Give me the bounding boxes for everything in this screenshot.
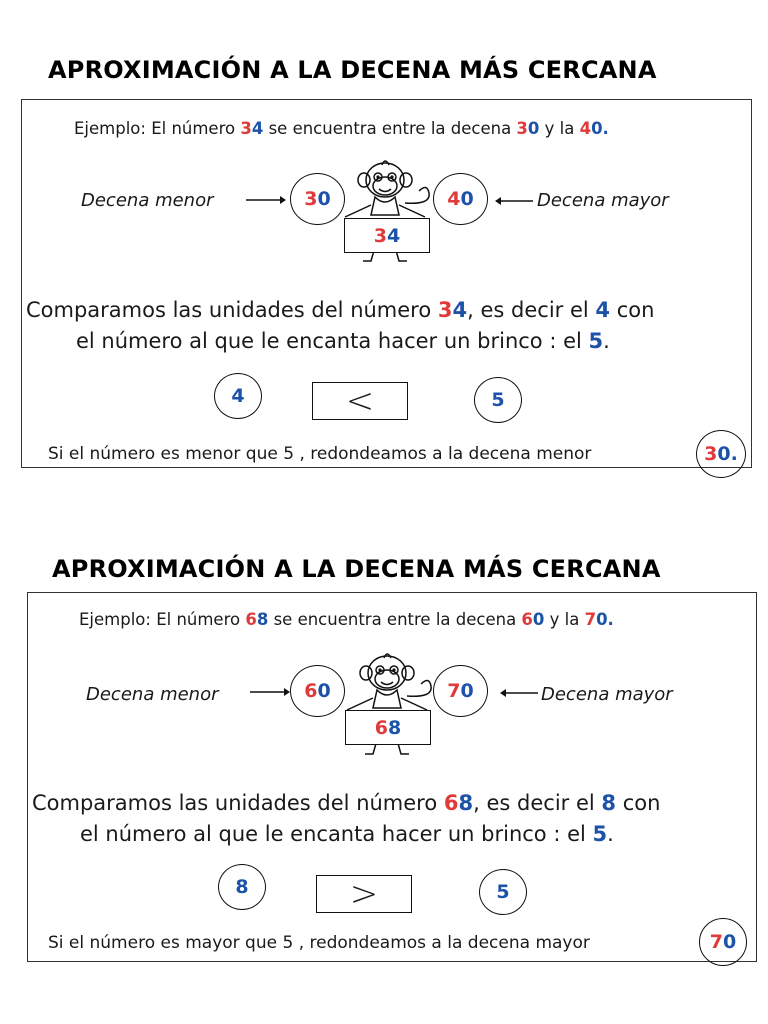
- sign-units: 8: [388, 716, 402, 739]
- circle-low-tens: 3: [304, 188, 318, 210]
- example-middle: se encuentra entre la decena: [263, 119, 517, 138]
- section-1-compare-line-1: [26, 298, 654, 322]
- result-units: 0: [717, 443, 731, 465]
- example-number-tens: 6: [245, 610, 257, 629]
- section-2-label-higher-ten: Decena mayor: [541, 684, 673, 705]
- example-number-units: 4: [251, 119, 264, 138]
- section-1-left-digit-circle: [214, 373, 262, 419]
- compare-five: 5: [588, 329, 604, 353]
- left-digit: 4: [231, 385, 245, 407]
- circle-high-units: 0: [460, 680, 474, 702]
- compare-line2-text: el número al que le encanta hacer un brinco : el: [76, 329, 589, 353]
- compare-number-tens: 3: [437, 298, 453, 322]
- example-low-tens: 6: [521, 610, 533, 629]
- right-digit: 5: [491, 389, 505, 411]
- compare-text-a: Comparamos las unidades del número: [26, 298, 438, 322]
- section-1-circle-higher-ten: [433, 173, 488, 225]
- section-2-result-circle: [699, 918, 747, 966]
- sign-units: 4: [387, 224, 401, 247]
- section-2-title: APROXIMACIÓN A LA DECENA MÁS CERCANA: [52, 555, 661, 583]
- example-low-units: 0: [532, 610, 545, 629]
- section-2-circle-higher-ten: [433, 665, 488, 717]
- section-1-example-sentence: [74, 119, 609, 138]
- example-and: y la: [544, 610, 585, 629]
- left-digit: 8: [235, 876, 249, 898]
- example-high-tens: 7: [584, 610, 597, 629]
- section-2-result-sentence: Si el número es mayor que 5 , redondeamos a la decena mayor: [48, 933, 590, 953]
- section-2-left-digit-circle: [218, 864, 266, 910]
- compare-text-c: con: [610, 298, 655, 322]
- example-high-units: 0.: [596, 610, 614, 629]
- circle-low-units: 0: [317, 188, 331, 210]
- compare-line2-text: el número al que le encanta hacer un brinco : el: [80, 822, 593, 846]
- section-2-comparison-box: [316, 875, 412, 913]
- result-tens: 3: [704, 443, 718, 465]
- section-1-compare-line-2: [76, 329, 610, 353]
- example-high-tens: 4: [579, 119, 592, 138]
- right-digit: 5: [496, 881, 510, 903]
- example-high-units: 0.: [591, 119, 609, 138]
- comparison-symbol: <: [345, 381, 375, 421]
- section-1-arrow-right-icon: [246, 194, 286, 206]
- example-low-units: 0: [527, 119, 540, 138]
- result-tens: 7: [709, 931, 723, 953]
- circle-high-tens: 7: [447, 680, 461, 702]
- compare-line2-end: .: [603, 329, 610, 353]
- section-1-label-higher-ten: Decena mayor: [537, 190, 669, 211]
- section-2-right-digit-circle: [479, 869, 527, 915]
- circle-low-tens: 6: [304, 680, 318, 702]
- section-2-arrow-left-icon: [500, 687, 538, 699]
- section-2-compare-line-2: [80, 822, 614, 846]
- example-middle: se encuentra entre la decena: [268, 610, 522, 629]
- section-2-compare-line-1: [32, 791, 660, 815]
- compare-number-tens: 6: [443, 791, 459, 815]
- circle-high-tens: 4: [447, 188, 461, 210]
- example-number-tens: 3: [240, 119, 252, 138]
- compare-text-a: Comparamos las unidades del número: [32, 791, 444, 815]
- compare-text-c: con: [616, 791, 661, 815]
- circle-low-units: 0: [317, 680, 331, 702]
- example-number-units: 8: [256, 610, 269, 629]
- compare-number-units: 8: [458, 791, 474, 815]
- circle-high-units: 0: [460, 188, 474, 210]
- compare-text-b: , es decir el: [473, 791, 602, 815]
- section-2-label-lower-ten: Decena menor: [86, 684, 219, 705]
- section-1-label-lower-ten: Decena menor: [81, 190, 214, 211]
- result-units: 0: [723, 931, 737, 953]
- section-1-number-sign: [344, 218, 430, 253]
- section-1-result-circle: [696, 430, 746, 478]
- section-2-number-sign: [345, 710, 431, 745]
- compare-line2-end: .: [607, 822, 614, 846]
- example-prefix: Ejemplo: El número: [79, 610, 246, 629]
- section-1-title: APROXIMACIÓN A LA DECENA MÁS CERCANA: [48, 56, 657, 84]
- compare-unit: 4: [595, 298, 611, 322]
- example-prefix: Ejemplo: El número: [74, 119, 241, 138]
- section-2-arrow-right-icon: [250, 686, 290, 698]
- example-low-tens: 3: [516, 119, 528, 138]
- compare-unit: 8: [601, 791, 617, 815]
- section-2-example-sentence: [79, 610, 614, 629]
- compare-five: 5: [592, 822, 608, 846]
- section-1-arrow-left-icon: [495, 195, 533, 207]
- sign-tens: 6: [374, 716, 388, 739]
- comparison-symbol: >: [349, 874, 379, 914]
- example-and: y la: [539, 119, 580, 138]
- compare-text-b: , es decir el: [467, 298, 596, 322]
- compare-number-units: 4: [452, 298, 468, 322]
- section-1-result-sentence: Si el número es menor que 5 , redondeamos a la decena menor: [48, 444, 592, 464]
- section-1-comparison-box: [312, 382, 408, 420]
- result-end: .: [730, 443, 738, 465]
- sign-tens: 3: [373, 224, 387, 247]
- section-1-right-digit-circle: [474, 377, 522, 423]
